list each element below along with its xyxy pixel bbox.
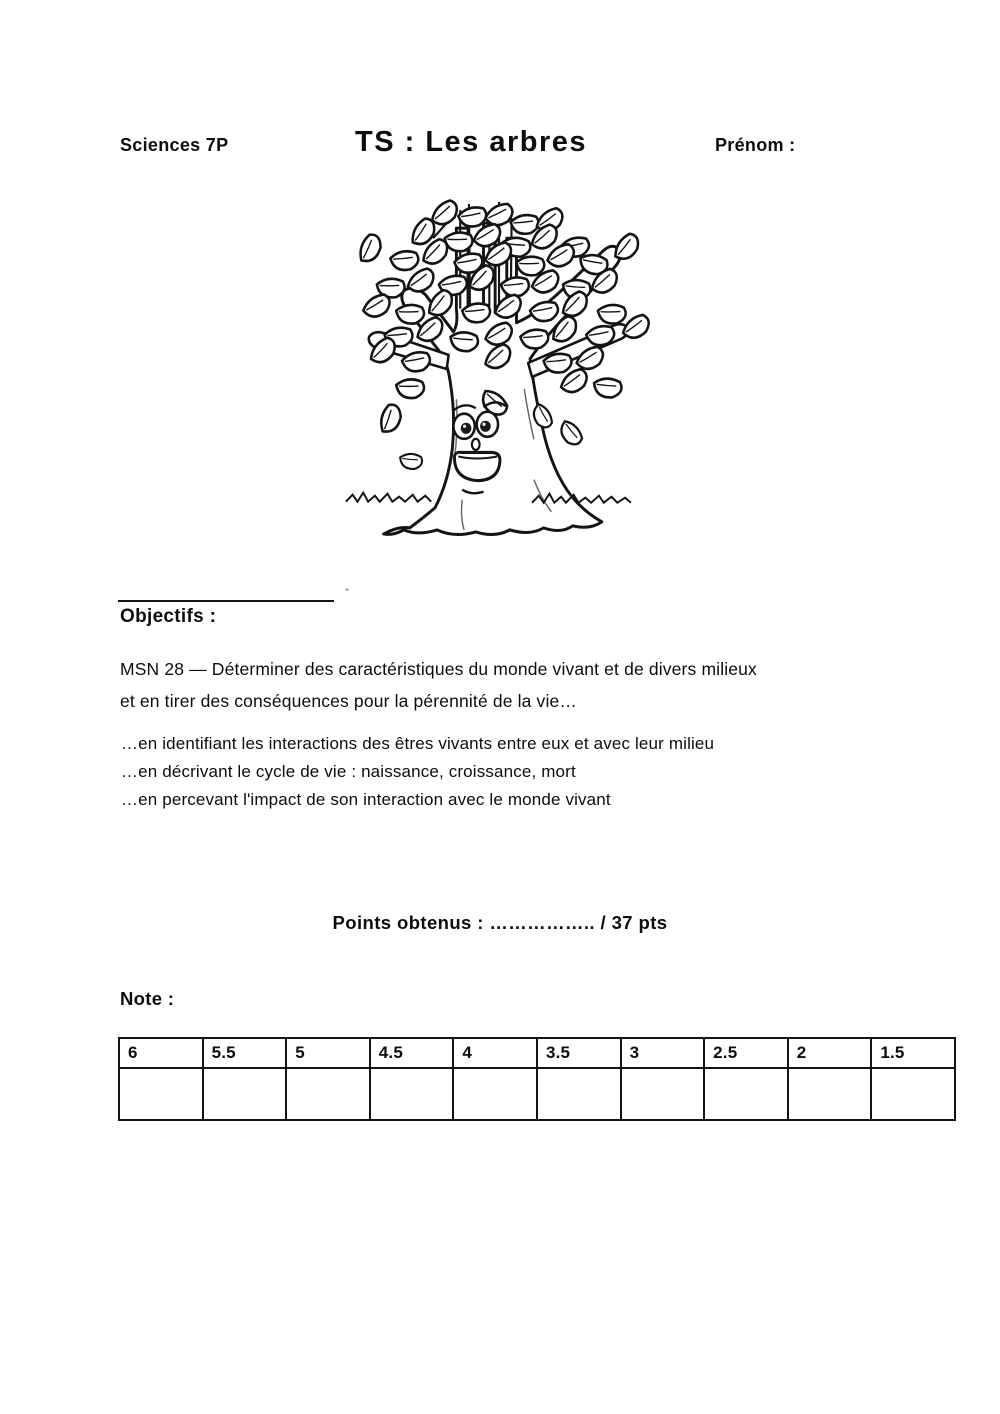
grade-blank-cell (788, 1068, 872, 1120)
grade-header-cell: 3 (621, 1038, 705, 1068)
objectives-paragraph-line: MSN 28 — Déterminer des caractéristiques du monde vivant et de divers milieux (120, 659, 757, 679)
grade-blank-cell (871, 1068, 955, 1120)
grade-blank-cell (537, 1068, 621, 1120)
grade-header-cell: 3.5 (537, 1038, 621, 1068)
scan-speck (345, 588, 349, 591)
tree-illustration (340, 198, 660, 550)
smiling-tree-drawing (340, 198, 660, 550)
student-name-label: Prénom : (715, 135, 796, 155)
grade-header-cell: 2 (788, 1038, 872, 1068)
grade-header-cell: 5 (286, 1038, 370, 1068)
grade-blank-cell (286, 1068, 370, 1120)
objectives-bullet: …en décrivant le cycle de vie : naissance, croissance, mort (121, 762, 576, 781)
page-title: TS : Les arbres (355, 126, 588, 158)
objectives-paragraph-line: et en tirer des conséquences pour la pérennité de la vie… (120, 691, 578, 711)
objectives-paragraph (120, 653, 757, 717)
grade-header-cell: 4.5 (370, 1038, 454, 1068)
grade-blank-cell (370, 1068, 454, 1120)
note-heading: Note : (120, 988, 175, 1009)
grade-header-cell: 5.5 (203, 1038, 287, 1068)
grade-blank-cell (453, 1068, 537, 1120)
grade-header-cell: 6 (119, 1038, 203, 1068)
objectives-bullet: …en identifiant les interactions des êtres vivants entre eux et avec leur milieu (121, 734, 715, 753)
grade-scale-table (118, 1037, 956, 1121)
points-obtained-line: Points obtenus : …………….. / 37 pts (332, 912, 668, 933)
grade-blank-cell (704, 1068, 788, 1120)
grade-header-cell: 1.5 (871, 1038, 955, 1068)
grade-header-cell: 4 (453, 1038, 537, 1068)
grade-blank-cell (119, 1068, 203, 1120)
grade-blank-cell (621, 1068, 705, 1120)
grade-blank-row (119, 1068, 955, 1120)
objectives-bullet-list (121, 730, 714, 814)
grade-header-cell: 2.5 (704, 1038, 788, 1068)
grade-header-row (119, 1038, 955, 1068)
objectives-heading: Objectifs : (120, 606, 217, 627)
grade-blank-cell (203, 1068, 287, 1120)
section-divider-line (118, 600, 334, 602)
objectives-bullet: …en percevant l'impact de son interaction avec le monde vivant (121, 790, 611, 809)
course-label: Sciences 7P (120, 135, 229, 155)
